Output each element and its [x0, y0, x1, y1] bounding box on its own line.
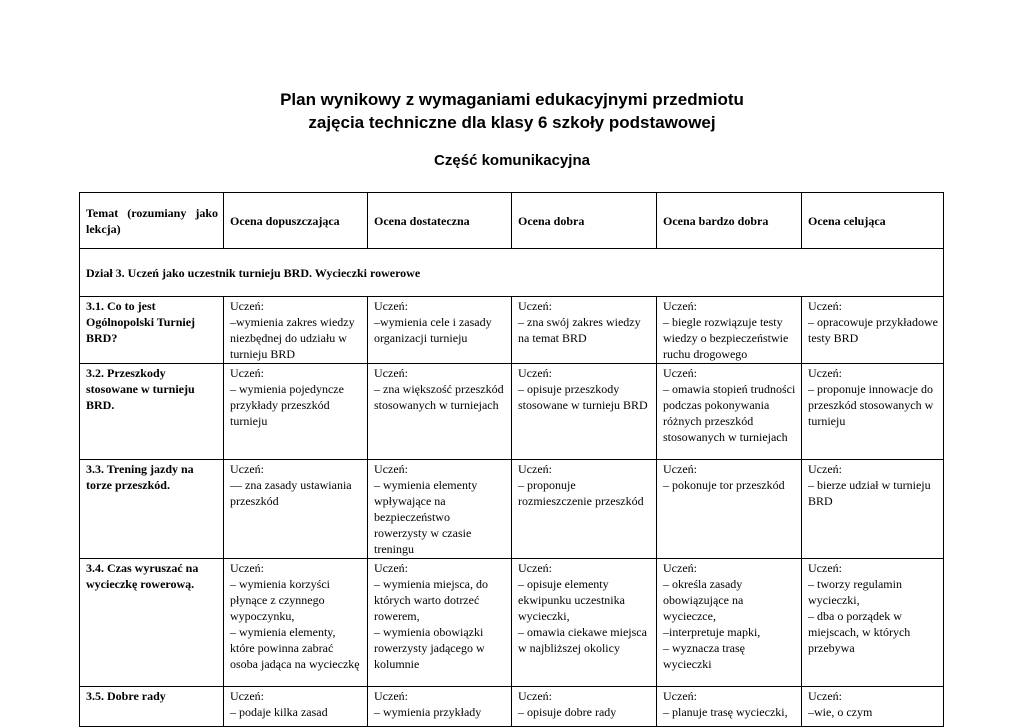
table-cell	[224, 460, 368, 559]
cell-line: Uczeń:	[230, 299, 264, 313]
table-cell	[224, 559, 368, 687]
cell-line: – bierze udział w turnieju BRD	[808, 478, 931, 508]
cell-line: – wymienia przykłady	[374, 705, 482, 719]
document-title-line2: zajęcia techniczne dla klasy 6 szkoły podstawowej	[308, 113, 716, 132]
cell-line: – dba o porządek w miejscach, w których przebywa	[808, 609, 911, 655]
table-cell	[368, 559, 512, 687]
section-row	[80, 249, 944, 297]
cell-line: – wymienia pojedyncze przykłady przeszkód turnieju	[230, 382, 344, 428]
table-cell	[368, 687, 512, 727]
table-cell	[657, 687, 802, 727]
cell-line: – wymienia korzyści płynące z czynnego wypoczynku,	[230, 577, 330, 623]
cell-line: – zna swój zakres wiedzy na temat BRD	[518, 315, 641, 345]
column-header-grade-3: Ocena dostateczna	[368, 193, 512, 249]
document-title-line1: Plan wynikowy z wymaganiami edukacyjnymi przedmiotu	[280, 90, 744, 109]
table-cell	[224, 364, 368, 460]
table-cell	[512, 559, 657, 687]
cell-line: Uczeń:	[663, 299, 697, 313]
cell-line: – opisuje przeszkody stosowane w turnieju BRD	[518, 382, 648, 412]
cell-line: – opracowuje przykładowe testy BRD	[808, 315, 938, 345]
cell-line: Uczeń:	[374, 689, 408, 703]
table-cell	[512, 297, 657, 364]
cell-line: Uczeń:	[808, 366, 842, 380]
cell-line: – proponuje rozmieszczenie przeszkód	[518, 478, 644, 508]
cell-line: –wymienia cele i zasady organizacji turnieju	[374, 315, 492, 345]
table-cell	[802, 559, 944, 687]
cell-line: –wie, o czym	[808, 705, 873, 719]
table-cell	[802, 297, 944, 364]
table-cell	[802, 364, 944, 460]
cell-line: Uczeń:	[374, 366, 408, 380]
cell-line: – wymienia obowiązki rowerzysty jadącego w kolumnie	[374, 625, 485, 671]
cell-line: Uczeń:	[518, 366, 552, 380]
table-cell	[802, 687, 944, 727]
cell-line: Uczeń:	[374, 299, 408, 313]
cell-line: – wyznacza trasę wycieczki	[663, 641, 745, 671]
cell-line: Uczeń:	[230, 366, 264, 380]
column-header-topic: Temat (rozumiany jako lekcja)	[80, 193, 224, 249]
cell-line: – zna większość przeszkód stosowanych w turniejach	[374, 382, 504, 412]
table-row	[80, 364, 944, 460]
cell-line: Uczeń:	[808, 561, 842, 575]
topic-cell: 3.4. Czas wyruszać na wycieczkę rowerową.	[80, 559, 224, 687]
cell-line: Uczeń:	[663, 462, 697, 476]
table-row	[80, 687, 944, 727]
cell-line: Uczeń:	[663, 689, 697, 703]
cell-line: Uczeń:	[808, 299, 842, 313]
cell-line: Uczeń:	[808, 689, 842, 703]
cell-line: – omawia stopień trudności podczas pokonywania różnych przeszkód stosowanych w turniejach	[663, 382, 796, 444]
topic-cell: 3.3. Trening jazdy na torze przeszkód.	[80, 460, 224, 559]
cell-line: Uczeń:	[663, 366, 697, 380]
cell-line: Uczeń:	[663, 561, 697, 575]
cell-line: – proponuje innowacje do przeszkód stosowanych w turnieju	[808, 382, 934, 428]
cell-line: – omawia ciekawe miejsca w najbliższej okolicy	[518, 625, 647, 655]
table-header-row	[80, 193, 944, 249]
cell-line: – wymienia elementy wpływające na bezpieczeństwo rowerzysty w czasie treningu	[374, 478, 478, 556]
table-cell	[368, 364, 512, 460]
cell-line: – pokonuje tor przeszkód	[663, 478, 785, 492]
cell-line: – opisuje elementy ekwipunku uczestnika wycieczki,	[518, 577, 625, 623]
column-header-grade-4: Ocena dobra	[512, 193, 657, 249]
topic-cell: 3.1. Co to jest Ogólnopolski Turniej BRD?	[80, 297, 224, 364]
cell-line: — zna zasady ustawiania przeszkód	[230, 478, 352, 508]
document-subtitle: Część komunikacyjna	[434, 152, 590, 169]
cell-line: –interpretuje mapki,	[663, 625, 761, 639]
table-row	[80, 559, 944, 687]
table-cell	[802, 460, 944, 559]
table-cell	[224, 687, 368, 727]
cell-line: – tworzy regulamin wycieczki,	[808, 577, 902, 607]
cell-line: Uczeń:	[518, 689, 552, 703]
cell-line: Uczeń:	[230, 462, 264, 476]
requirements-table	[79, 192, 944, 727]
topic-cell: 3.2. Przeszkody stosowane w turnieju BRD.	[80, 364, 224, 460]
cell-line: Uczeń:	[374, 462, 408, 476]
cell-line: Uczeń:	[518, 561, 552, 575]
table-cell	[657, 559, 802, 687]
cell-line: – biegle rozwiązuje testy wiedzy o bezpieczeństwie ruchu drogowego	[663, 315, 789, 361]
cell-line: Uczeń:	[374, 561, 408, 575]
table-cell	[512, 364, 657, 460]
cell-line: Uczeń:	[518, 462, 552, 476]
column-header-grade-5: Ocena bardzo dobra	[657, 193, 802, 249]
cell-line: Uczeń:	[230, 561, 264, 575]
column-header-grade-2: Ocena dopuszczająca	[224, 193, 368, 249]
cell-line: – planuje trasę wycieczki,	[663, 705, 788, 719]
table-cell	[657, 460, 802, 559]
cell-line: Uczeń:	[518, 299, 552, 313]
cell-line: –wymienia zakres wiedzy niezbędnej do udziału w turnieju BRD	[230, 315, 355, 361]
topic-cell: 3.5. Dobre rady	[80, 687, 224, 727]
table-cell	[512, 460, 657, 559]
table-row	[80, 460, 944, 559]
cell-line: – podaje kilka zasad	[230, 705, 328, 719]
cell-line: – opisuje dobre rady	[518, 705, 617, 719]
cell-line: Uczeń:	[808, 462, 842, 476]
section-title: Dział 3. Uczeń jako uczestnik turnieju BRD. Wycieczki rowerowe	[80, 249, 944, 297]
cell-line: Uczeń:	[230, 689, 264, 703]
table-row	[80, 297, 944, 364]
table-cell	[368, 460, 512, 559]
cell-line: – określa zasady obowiązujące na wycieczce,	[663, 577, 744, 623]
table-cell	[368, 297, 512, 364]
cell-line: – wymienia miejsca, do których warto dotrzeć rowerem,	[374, 577, 488, 623]
table-cell	[657, 364, 802, 460]
column-header-grade-6: Ocena celująca	[802, 193, 944, 249]
table-cell	[224, 297, 368, 364]
table-cell	[512, 687, 657, 727]
table-cell	[657, 297, 802, 364]
cell-line: – wymienia elementy, które powinna zabrać osoba jadąca na wycieczkę	[230, 625, 360, 671]
